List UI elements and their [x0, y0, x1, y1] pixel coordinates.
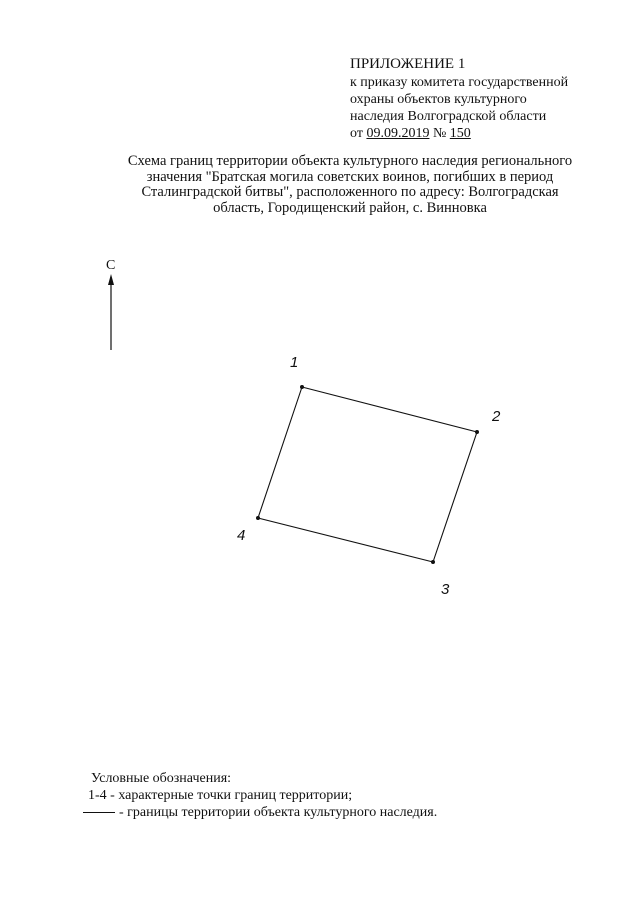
boundary-point-1	[300, 385, 304, 389]
appendix-number: 150	[449, 126, 471, 141]
scheme-title-line-3: Сталинградской битвы", расположенного по адресу: Волгоградская	[141, 184, 559, 200]
legend-heading: Условные обозначения:	[91, 771, 232, 786]
legend-line-desc: - границы территории объекта культурного наследия.	[119, 805, 438, 820]
north-arrow-head	[108, 274, 114, 285]
point-label-4: 4	[237, 527, 246, 544]
appendix-line-1: к приказу комитета государственной	[350, 75, 569, 90]
appendix-title: ПРИЛОЖЕНИЕ 1	[350, 56, 466, 72]
territory-boundary	[258, 387, 477, 562]
scheme-title-line-2: значения "Братская могила советских воинов, погибших в период	[146, 168, 554, 185]
legend-row-boundary	[88, 804, 608, 821]
boundary-point-4	[256, 516, 260, 520]
point-label-2: 2	[492, 408, 501, 425]
boundary-point-3	[431, 560, 435, 564]
appendix-line-3: наследия Волгоградской области	[350, 109, 547, 124]
appendix-number-sign: №	[432, 126, 447, 141]
scheme-title-line-4: область, Городищенский район, с. Винновка	[213, 199, 487, 216]
north-arrow-label: С	[106, 258, 116, 273]
legend-points-desc: - характерные точки границ территории;	[110, 788, 353, 803]
legend-points-key: 1-4	[88, 788, 107, 803]
scheme-title-line-1: Схема границ территории объекта культурного наследия регионального	[127, 153, 573, 169]
point-label-3: 3	[441, 581, 450, 598]
boundary-point-2	[475, 430, 479, 434]
appendix-line-2: охраны объектов культурного	[350, 92, 527, 107]
point-label-1: 1	[290, 354, 299, 371]
legend	[88, 770, 608, 821]
legend-line-swatch	[83, 812, 115, 813]
appendix-date-prefix: от	[350, 126, 363, 141]
legend-row-points	[88, 787, 608, 804]
appendix-date: 09.09.2019	[366, 126, 430, 141]
